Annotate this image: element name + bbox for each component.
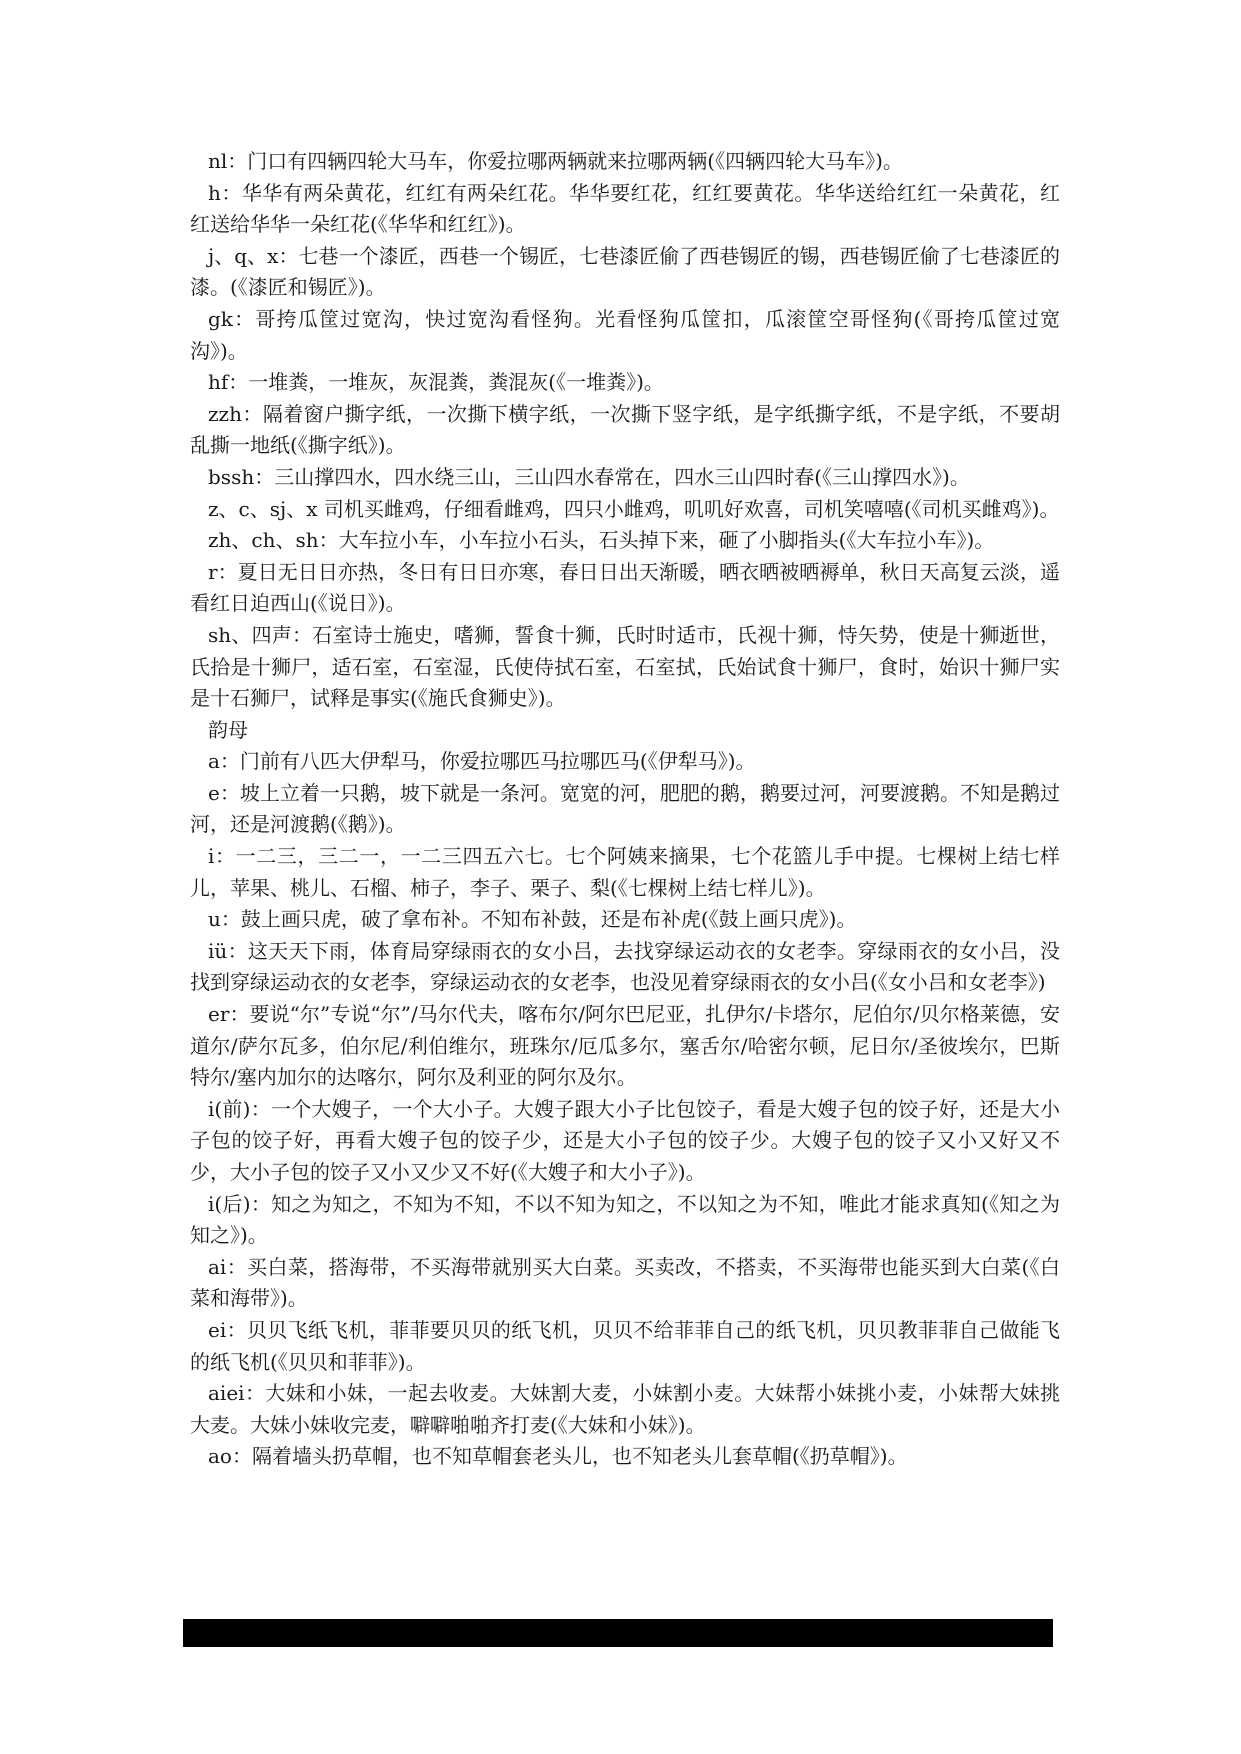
paragraph: h：华华有两朵黄花，红红有两朵红花。华华要红花，红红要黄花。华华送给红红一朵黄花，红红送给华华一朵红花(《华华和红红》)。 — [190, 180, 1060, 237]
paragraph: iü：这天天下雨，体育局穿绿雨衣的女小吕，去找穿绿运动衣的女老李。穿绿雨衣的女小吕，没找到穿绿运动衣的女老李，穿绿运动衣的女老李，也没见着穿绿雨衣的女小吕(《女小吕和女老李》) — [190, 938, 1060, 995]
paragraph: j、q、x：七巷一个漆匠，西巷一个锡匠，七巷漆匠偷了西巷锡匠的锡，西巷锡匠偷了七巷漆匠的漆。(《漆匠和锡匠》)。 — [190, 243, 1060, 300]
page-footer — [183, 1619, 1053, 1672]
paragraph: e：坡上立着一只鹅，坡下就是一条河。宽宽的河，肥肥的鹅，鹅要过河，河要渡鹅。不知是鹅过河，还是河渡鹅(《鹅》)。 — [190, 780, 1060, 837]
paragraph: nl：门口有四辆四轮大马车，你爱拉哪两辆就来拉哪两辆(《四辆四轮大马车》)。 — [208, 149, 903, 173]
paragraph: ao：隔着墙头扔草帽，也不知草帽套老头儿，也不知老头儿套草帽(《扔草帽》)。 — [208, 1444, 908, 1469]
paragraph: z、c、sj、x 司机买雌鸡，仔细看雌鸡，四只小雌鸡，叽叽好欢喜，司机笑嘻嘻(《司机买雌鸡》)。 — [208, 496, 1060, 521]
paragraph: a：门前有八匹大伊犁马，你爱拉哪匹马拉哪匹马(《伊犁马》)。 — [208, 749, 756, 774]
paragraph: hf：一堆粪，一堆灰，灰混粪，粪混灰(《一堆粪》)。 — [208, 370, 664, 395]
paragraph: zh、ch、sh：大车拉小车，小车拉小石头，石头掉下来，砸了小脚指头(《大车拉小车》)。 — [208, 528, 995, 553]
section-heading: 韵母 — [208, 717, 248, 742]
paragraph: r：夏日无日日亦热，冬日有日日亦寒，春日日出天渐暖，晒衣晒被晒褥单，秋日天高复云淡，遥看红日迫西山(《说日》)。 — [190, 559, 1060, 616]
paragraph: bssh：三山撑四水，四水绕三山，三山四水春常在，四水三山四时春(《三山撑四水》)。 — [208, 464, 970, 489]
page-body — [190, 146, 1060, 1473]
paragraph: gk：哥挎瓜筐过宽沟，快过宽沟看怪狗。光看怪狗瓜筐扣，瓜滚筐空哥怪狗(《哥挎瓜筐过宽沟》)。 — [190, 306, 1060, 363]
paragraph: er：要说“尔”专说“尔”/马尔代夫，喀布尔/阿尔巴尼亚，扎伊尔/卡塔尔，尼伯尔/贝尔格莱德，安道尔/萨尔瓦多，伯尔尼/利伯维尔，班珠尔/厄瓜多尔，塞舌尔/哈密尔顿，尼日尔/圣彼埃尔，巴斯特尔/塞内加尔的达喀尔，阿尔及利亚的阿尔及尔。 — [190, 1002, 1060, 1090]
paragraph: zzh：隔着窗户撕字纸，一次撕下横字纸，一次撕下竖字纸，是字纸撕字纸，不是字纸，不要胡乱撕一地纸(《撕字纸》)。 — [190, 401, 1060, 458]
paragraph: i：一二三，三二一，一二三四五六七。七个阿姨来摘果，七个花篮儿手中提。七棵树上结七样儿，苹果、桃儿、石榴、柿子，李子、栗子、梨(《七棵树上结七样儿》)。 — [190, 844, 1060, 900]
paragraph: i(后)：知之为知之，不知为不知，不以不知为知之，不以知之为不知，唯此才能求真知(《知之为知之》)。 — [190, 1191, 1060, 1248]
page-number-label: 第 2 页 /总页数 6 页 — [524, 1650, 725, 1672]
paragraph: sh、四声：石室诗士施史，嗜狮，誓食十狮，氏时时适市，氏视十狮，恃矢势，使是十狮逝世，氏拾是十狮尸，适石室，石室湿，氏使侍拭石室，石室拭，氏始试食十狮尸，食时，始识十狮尸实是十石狮尸，试释是事实(《施氏食狮史》)。 — [190, 622, 1060, 711]
paragraph: ai：买白菜，搭海带，不买海带就别买大白菜。买卖改，不搭卖，不买海带也能买到大白菜(《白菜和海带》)。 — [190, 1254, 1060, 1311]
paragraph: i(前)：一个大嫂子，一个大小子。大嫂子跟大小子比包饺子，看是大嫂子包的饺子好，还是大小子包的饺子好，再看大嫂子包的饺子少，还是大小子包的饺子少。大嫂子包的饺子又小又好又不少，大小子包的饺子又小又少又不好(《大嫂子和大小子》)。 — [190, 1096, 1060, 1184]
paragraph: aiei：大妹和小妹，一起去收麦。大妹割大麦，小妹割小麦。大妹帮小妹挑小麦，小妹帮大妹挑大麦。大妹小妹收完麦，噼噼啪啪齐打麦(《大妹和小妹》)。 — [190, 1381, 1060, 1437]
paragraph: ei：贝贝飞纸飞机，菲菲要贝贝的纸飞机，贝贝不给菲菲自己的纸飞机，贝贝教菲菲自己做能飞的纸飞机(《贝贝和菲菲》)。 — [190, 1317, 1060, 1374]
paragraph: u：鼓上画只虎，破了拿布补。不知布补鼓，还是布补虎(《鼓上画只虎》)。 — [208, 907, 857, 932]
